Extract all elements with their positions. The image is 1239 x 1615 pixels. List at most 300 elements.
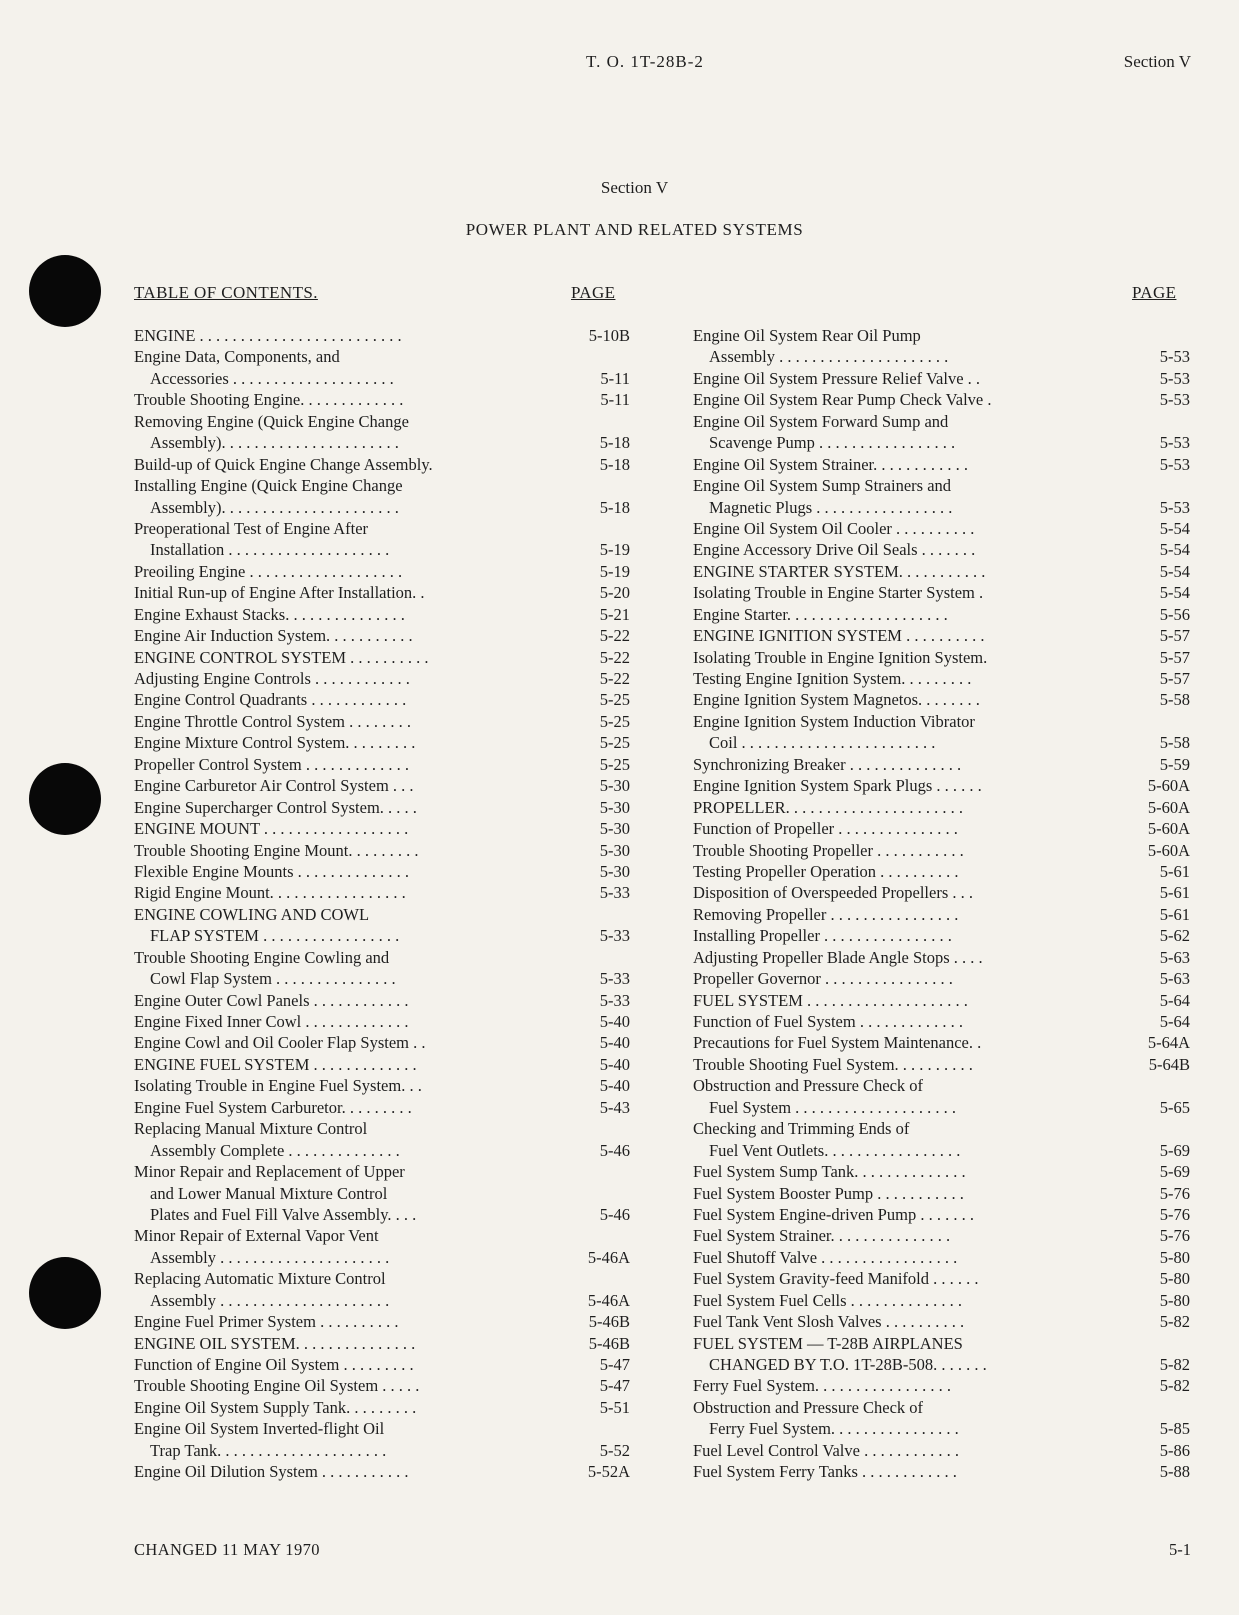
toc-entry-page: 5-80 (1159, 1269, 1190, 1289)
binder-hole-middle (29, 763, 101, 835)
toc-entry-page: 5-60A (1147, 840, 1190, 860)
toc-entry-title: Engine Air Induction System. . . . . . . . . . . (134, 626, 413, 646)
toc-entry-title: Build-up of Quick Engine Change Assembly. (134, 454, 433, 474)
toc-entry-page: 5-46A (587, 1290, 630, 1310)
toc-entry-title: ENGINE CONTROL SYSTEM . . . . . . . . . . (134, 647, 429, 667)
toc-entry (693, 797, 1190, 818)
toc-entry-title: Fuel System Gravity-feed Manifold . . . . . . (693, 1269, 979, 1289)
toc-entry-page: 5-53 (1159, 454, 1190, 474)
toc-entry-page: 5-57 (1159, 626, 1190, 646)
toc-entry (693, 1375, 1190, 1396)
toc-entry-title: Isolating Trouble in Engine Fuel System. . . (134, 1076, 422, 1096)
toc-entry-page: 5-30 (599, 776, 630, 796)
toc-entry-page (568, 475, 630, 496)
toc-entry-title: Checking and Trimming Ends of (693, 1119, 910, 1139)
toc-entry (693, 1311, 1190, 1332)
toc-entry-page: 5-76 (1159, 1226, 1190, 1246)
toc-entry-page: 5-30 (599, 840, 630, 860)
toc-entry (134, 840, 630, 861)
toc-entry-page: 5-61 (1159, 861, 1190, 881)
toc-entry-title: Engine Accessory Drive Oil Seals . . . . . . . (693, 540, 976, 560)
toc-entry-page (568, 1225, 630, 1246)
toc-entry-title: Installing Engine (Quick Engine Change (134, 476, 403, 496)
toc-entry (693, 1161, 1190, 1182)
toc-entry-page (1128, 1118, 1190, 1139)
toc-entry-title: Obstruction and Pressure Check of (693, 1076, 924, 1096)
toc-entry-title: Isolating Trouble in Engine Starter System . (693, 583, 984, 603)
toc-entry-title: Engine Cowl and Oil Cooler Flap System . . (134, 1033, 426, 1053)
toc-entry-title: Trouble Shooting Fuel System. . . . . . . . . . (693, 1054, 973, 1074)
toc-entry (693, 668, 1190, 689)
toc-entry-page: 5-76 (1159, 1183, 1190, 1203)
toc-entry (134, 1032, 630, 1053)
toc-entry (693, 754, 1190, 775)
toc-entry (693, 968, 1190, 989)
toc-entry-title: Fuel System Fuel Cells . . . . . . . . . . . . . . (693, 1290, 963, 1310)
toc-entry-page: 5-53 (1159, 433, 1190, 453)
toc-entry (693, 861, 1190, 882)
toc-entry-page: 5-54 (1159, 518, 1190, 538)
toc-entry-page: 5-40 (599, 1033, 630, 1053)
toc-entry-title: Trouble Shooting Engine Oil System . . . . . (134, 1376, 420, 1396)
toc-entry-title: Engine Fuel System Carburetor. . . . . . . . . (134, 1097, 412, 1117)
page-column-header-right: PAGE (1132, 283, 1177, 302)
toc-entry (693, 539, 1190, 560)
toc-entry-page: 5-54 (1159, 583, 1190, 603)
toc-entry-title: ENGINE IGNITION SYSTEM . . . . . . . . . . (693, 626, 985, 646)
toc-entry-page: 5-58 (1159, 733, 1190, 753)
toc-entry-page (1128, 411, 1190, 432)
doc-number: T. O. 1T-28B-2 (586, 52, 704, 71)
toc-entry-title: ENGINE OIL SYSTEM. . . . . . . . . . . . . . . (134, 1333, 416, 1353)
toc-entry-title: Assembly Complete . . . . . . . . . . . . . . (150, 1140, 400, 1160)
toc-entry (693, 1118, 1190, 1139)
toc-entry (134, 754, 630, 775)
toc-entry (693, 1333, 1190, 1354)
toc-entry-page: 5-63 (1159, 947, 1190, 967)
toc-entry-title: Installing Propeller . . . . . . . . . . . . . . . . (693, 926, 952, 946)
toc-entry-title: Engine Oil System Rear Oil Pump (693, 326, 921, 345)
toc-entry (693, 925, 1190, 946)
toc-entry-page: 5-19 (599, 561, 630, 581)
toc-entry-title: Engine Control Quadrants . . . . . . . . . . . . (134, 690, 407, 710)
toc-entry (693, 1247, 1190, 1268)
toc-entry (134, 368, 630, 389)
toc-entry (134, 1225, 630, 1246)
toc-entry-page: 5-88 (1159, 1462, 1190, 1482)
toc-entry-page: 5-43 (599, 1097, 630, 1117)
toc-entry-page: 5-46 (599, 1140, 630, 1160)
toc-entry-page: 5-52A (587, 1462, 630, 1482)
toc-entry-title: Function of Fuel System . . . . . . . . . . . . . (693, 1012, 963, 1031)
toc-entry (134, 882, 630, 903)
toc-entry (134, 539, 630, 560)
toc-entry-title: Coil . . . . . . . . . . . . . . . . . . . . . . . . (709, 733, 936, 753)
toc-entry (134, 1440, 630, 1461)
toc-entry (134, 325, 630, 346)
toc-entry-page: 5-56 (1159, 604, 1190, 624)
toc-column-left (134, 325, 630, 1483)
toc-entry-page: 5-85 (1159, 1419, 1190, 1439)
toc-entry (134, 475, 630, 496)
toc-entry-title: Engine Oil System Rear Pump Check Valve . (693, 390, 992, 410)
toc-entry-page: 5-62 (1159, 926, 1190, 946)
toc-entry (134, 775, 630, 796)
toc-entry (693, 1290, 1190, 1311)
toc-entry-page: 5-22 (599, 626, 630, 646)
toc-entry-title: Engine Oil System Sump Strainers and (693, 476, 952, 496)
toc-entry-page: 5-11 (600, 390, 630, 410)
toc-entry-title: Function of Propeller . . . . . . . . . . . . . . . (693, 819, 958, 839)
toc-entry-page: 5-60A (1147, 797, 1190, 817)
toc-entry-title: Fuel System Ferry Tanks . . . . . . . . . . . . (693, 1462, 957, 1482)
toc-entry-page: 5-76 (1159, 1204, 1190, 1224)
toc-entry (693, 1183, 1190, 1204)
toc-entry-page (568, 1418, 630, 1439)
toc-entry (134, 389, 630, 410)
toc-entry-page: 5-11 (600, 368, 630, 388)
toc-entry (693, 1032, 1190, 1053)
toc-entry (134, 732, 630, 753)
toc-entry-title: Minor Repair of External Vapor Vent (134, 1226, 379, 1246)
toc-entry-title: Adjusting Propeller Blade Angle Stops . . . . (693, 947, 983, 967)
toc-entry-page (1128, 1397, 1190, 1418)
toc-entry-title: Testing Propeller Operation . . . . . . . . . . (693, 861, 959, 881)
section-subtitle: POWER PLANT AND RELATED SYSTEMS (465, 220, 804, 239)
toc-entry-title: Fuel Shutoff Valve . . . . . . . . . . . . . . . . . (693, 1247, 958, 1267)
section-label: Section V (1123, 52, 1191, 71)
toc-entry (693, 647, 1190, 668)
toc-entry-page: 5-52 (599, 1440, 630, 1460)
toc-entry-page: 5-46B (588, 1312, 630, 1332)
toc-entry (693, 1054, 1190, 1075)
toc-entry-title: Engine Carburetor Air Control System . . . (134, 776, 414, 796)
toc-entry-page: 5-57 (1159, 647, 1190, 667)
toc-entry-page: 5-19 (599, 540, 630, 560)
toc-entry-title: FUEL SYSTEM . . . . . . . . . . . . . . . . . . . . (693, 990, 968, 1010)
toc-entry-title: Minor Repair and Replacement of Upper (134, 1162, 405, 1182)
toc-entry-title: ENGINE COWLING AND COWL (134, 904, 370, 924)
toc-entry (693, 1225, 1190, 1246)
section-title: Section V (600, 178, 669, 197)
toc-entry-page: 5-54 (1159, 540, 1190, 560)
toc-entry-title: Removing Propeller . . . . . . . . . . . . . . . . (693, 904, 959, 924)
page-number: 5-1 (1169, 1540, 1191, 1559)
toc-entry-page (568, 1118, 630, 1139)
toc-entry-title: Engine Ignition System Induction Vibrator (693, 711, 975, 731)
toc-entry-page: 5-22 (599, 647, 630, 667)
toc-entry (693, 411, 1190, 432)
toc-entry (134, 1097, 630, 1118)
toc-entry-page (1128, 475, 1190, 496)
toc-entry-page: 5-82 (1159, 1355, 1190, 1374)
toc-entry-title: Fuel System Booster Pump . . . . . . . . . . . (693, 1183, 964, 1203)
toc-entry-title: Function of Engine Oil System . . . . . . . . . (134, 1355, 414, 1374)
toc-entry-title: Initial Run-up of Engine After Installation. . (134, 583, 425, 603)
toc-entry (134, 1161, 630, 1182)
toc-entry-page: 5-69 (1159, 1162, 1190, 1182)
toc-entry (693, 497, 1190, 518)
toc-entry-page (1128, 1075, 1190, 1096)
toc-entry-page: 5-86 (1159, 1440, 1190, 1460)
toc-entry-page: 5-46 (599, 1204, 630, 1224)
toc-entry (693, 1097, 1190, 1118)
toc-entry-title: Isolating Trouble in Engine Ignition System. (693, 647, 988, 667)
toc-entry-title: Assembly . . . . . . . . . . . . . . . . . . . . . (150, 1290, 390, 1310)
toc-entry (693, 1397, 1190, 1418)
toc-entry-page: 5-60A (1147, 819, 1190, 839)
toc-entry-title: Removing Engine (Quick Engine Change (134, 411, 409, 431)
toc-entry-page: 5-65 (1159, 1097, 1190, 1117)
toc-entry-title: Engine Supercharger Control System. . . . . (134, 797, 417, 817)
toc-entry-page: 5-25 (599, 711, 630, 731)
toc-entry (693, 582, 1190, 603)
toc-entry-page: 5-30 (599, 819, 630, 839)
toc-entry (693, 689, 1190, 710)
toc-entry-page (568, 1268, 630, 1289)
toc-entry-page (1128, 325, 1190, 346)
toc-entry-page: 5-33 (599, 883, 630, 903)
toc-entry (693, 990, 1190, 1011)
toc-entry-title: ENGINE STARTER SYSTEM. . . . . . . . . . . (693, 561, 986, 581)
toc-entry (134, 1075, 630, 1096)
toc-entry-page: 5-63 (1159, 969, 1190, 989)
toc-entry (693, 1461, 1190, 1482)
toc-entry-title: Engine Oil System Inverted-flight Oil (134, 1419, 385, 1439)
toc-entry-page: 5-53 (1159, 347, 1190, 367)
toc-entry (693, 840, 1190, 861)
toc-entry-title: FUEL SYSTEM — T-28B AIRPLANES (693, 1333, 963, 1353)
toc-entry-page: 5-30 (599, 861, 630, 881)
toc-entry-title: Replacing Manual Mixture Control (134, 1119, 368, 1139)
toc-entry-page: 5-25 (599, 690, 630, 710)
toc-entry-title: Engine Oil System Pressure Relief Valve . . (693, 368, 981, 388)
toc-entry (693, 475, 1190, 496)
toc-entry-title: ENGINE MOUNT . . . . . . . . . . . . . . . . . . (134, 819, 409, 839)
toc-entry-page (568, 346, 630, 367)
toc-entry (693, 1268, 1190, 1289)
toc-entry (134, 689, 630, 710)
toc-entry-page: 5-40 (599, 1012, 630, 1031)
toc-entry (693, 604, 1190, 625)
toc-entry-title: Engine Oil System Oil Cooler . . . . . . . . . . (693, 518, 975, 538)
toc-entry (693, 389, 1190, 410)
toc-entry-page: 5-64 (1159, 1012, 1190, 1031)
toc-entry-page (1128, 1333, 1190, 1354)
toc-entry-page: 5-82 (1159, 1312, 1190, 1332)
toc-entry-title: Precautions for Fuel System Maintenance. . (693, 1033, 982, 1053)
toc-entry (134, 1118, 630, 1139)
toc-entry-page: 5-22 (599, 669, 630, 688)
toc-entry-title: Trouble Shooting Engine Mount. . . . . . . . . (134, 840, 419, 860)
toc-entry-title: Assembly . . . . . . . . . . . . . . . . . . . . . (150, 1247, 390, 1267)
toc-entry-title: Engine Outer Cowl Panels . . . . . . . . . . . . (134, 990, 409, 1010)
toc-entry-title: Disposition of Overspeeded Propellers . . . (693, 883, 973, 903)
toc-entry (693, 1011, 1190, 1032)
toc-entry (693, 1140, 1190, 1161)
toc-entry (134, 1290, 630, 1311)
toc-entry (134, 561, 630, 582)
toc-entry (134, 1311, 630, 1332)
toc-entry-page: 5-33 (599, 990, 630, 1010)
toc-entry (134, 968, 630, 989)
toc-entry-title: Accessories . . . . . . . . . . . . . . . . . . . . (150, 368, 394, 388)
toc-entry-title: Preoiling Engine . . . . . . . . . . . . . . . . . . . (134, 561, 403, 581)
toc-entry (693, 711, 1190, 732)
toc-entry (134, 1461, 630, 1482)
toc-entry-title: Replacing Automatic Mixture Control (134, 1269, 386, 1289)
toc-entry-title: Assembly). . . . . . . . . . . . . . . . . . . . . . (150, 433, 399, 453)
toc-entry-title: Engine Ignition System Magnetos. . . . . . . . (693, 690, 980, 710)
toc-entry (134, 454, 630, 475)
toc-entry-title: Trouble Shooting Engine Cowling and (134, 947, 390, 967)
toc-entry-page (1128, 711, 1190, 732)
toc-entry-page: 5-61 (1159, 904, 1190, 924)
toc-entry-title: Propeller Governor . . . . . . . . . . . . . . . . (693, 969, 953, 989)
toc-entry-title: Engine Throttle Control System . . . . . . . . (134, 711, 411, 731)
binder-hole-bottom (29, 1257, 101, 1329)
toc-entry (134, 1375, 630, 1396)
toc-entry-title: Trouble Shooting Engine. . . . . . . . . . . . . (134, 390, 404, 410)
toc-entry (693, 454, 1190, 475)
toc-entry (134, 1140, 630, 1161)
toc-entry-title: Engine Ignition System Spark Plugs . . . . . . (693, 776, 982, 796)
toc-entry (693, 346, 1190, 367)
toc-entry-page (568, 947, 630, 968)
toc-entry (693, 1075, 1190, 1096)
toc-entry (693, 882, 1190, 903)
toc-entry-page: 5-53 (1159, 368, 1190, 388)
toc-entry (134, 818, 630, 839)
toc-entry-page: 5-40 (599, 1054, 630, 1074)
toc-entry-page (568, 904, 630, 925)
toc-entry (134, 1054, 630, 1075)
toc-entry-title: Engine Oil System Forward Sump and (693, 411, 949, 431)
toc-heading: TABLE OF CONTENTS. (134, 283, 318, 302)
toc-entry-title: CHANGED BY T.O. 1T-28B-508. . . . . . . (709, 1355, 987, 1374)
toc-entry-page: 5-51 (599, 1397, 630, 1417)
toc-entry (134, 1354, 630, 1375)
toc-entry-page: 5-64B (1148, 1054, 1190, 1074)
toc-entry (693, 625, 1190, 646)
page-column-header-left: PAGE (571, 283, 616, 302)
toc-entry-page (568, 1161, 630, 1182)
toc-entry (134, 604, 630, 625)
toc-entry-page: 5-33 (599, 926, 630, 946)
toc-entry (134, 861, 630, 882)
toc-entry (693, 368, 1190, 389)
toc-entry-page: 5-53 (1159, 390, 1190, 410)
toc-entry (134, 647, 630, 668)
toc-entry (693, 518, 1190, 539)
toc-entry-page: 5-80 (1159, 1247, 1190, 1267)
toc-entry-page: 5-18 (599, 497, 630, 517)
toc-entry-title: Ferry Fuel System. . . . . . . . . . . . . . . . (709, 1419, 959, 1439)
toc-entry-title: and Lower Manual Mixture Control (150, 1183, 388, 1203)
toc-entry (134, 904, 630, 925)
toc-column-right (693, 325, 1190, 1483)
toc-entry-title: Engine Oil System Supply Tank. . . . . . . . . (134, 1397, 417, 1417)
toc-entry (134, 1247, 630, 1268)
toc-entry (693, 1204, 1190, 1225)
toc-entry-page: 5-47 (599, 1376, 630, 1396)
toc-entry-page (568, 411, 630, 432)
toc-entry-page (568, 518, 630, 539)
toc-entry (134, 1397, 630, 1418)
toc-entry-title: Engine Data, Components, and (134, 347, 340, 367)
toc-entry-title: Engine Fuel Primer System . . . . . . . . . . (134, 1312, 399, 1332)
toc-entry-page: 5-47 (599, 1355, 630, 1374)
toc-entry (134, 432, 630, 453)
toc-entry (134, 947, 630, 968)
toc-entry-title: Trap Tank. . . . . . . . . . . . . . . . . . . . . (150, 1440, 387, 1460)
toc-entry (134, 411, 630, 432)
toc-entry-page: 5-21 (599, 604, 630, 624)
toc-entry-page: 5-60A (1147, 776, 1190, 796)
toc-entry-title: Flexible Engine Mounts . . . . . . . . . . . . . . (134, 861, 409, 881)
toc-entry-page: 5-57 (1159, 669, 1190, 688)
toc-entry-title: Preoperational Test of Engine After (134, 518, 369, 538)
toc-entry (693, 1354, 1190, 1375)
toc-entry-title: Engine Oil Dilution System . . . . . . . . . . . (134, 1462, 409, 1482)
toc-entry-page: 5-33 (599, 969, 630, 989)
toc-entry-title: FLAP SYSTEM . . . . . . . . . . . . . . . . . (150, 926, 400, 946)
toc-entry-page: 5-46A (587, 1247, 630, 1267)
toc-entry (134, 1333, 630, 1354)
toc-entry-title: Rigid Engine Mount. . . . . . . . . . . . . . . . . (134, 883, 406, 903)
toc-entry-page: 5-25 (599, 733, 630, 753)
toc-entry (693, 947, 1190, 968)
toc-entry-page: 5-64A (1147, 1033, 1190, 1053)
toc-entry-title: Fuel Level Control Valve . . . . . . . . . . . . (693, 1440, 959, 1460)
change-note: CHANGED 11 MAY 1970 (134, 1540, 320, 1559)
toc-entry-title: Fuel Tank Vent Slosh Valves . . . . . . . . . . (693, 1312, 965, 1332)
toc-entry-title: Engine Exhaust Stacks. . . . . . . . . . . . . . . (134, 604, 405, 624)
toc-entry-page: 5-25 (599, 754, 630, 774)
toc-entry-page: 5-69 (1159, 1140, 1190, 1160)
toc-entry-title: Engine Starter. . . . . . . . . . . . . . . . . . . . (693, 604, 948, 624)
toc-entry-page (568, 1183, 630, 1204)
toc-entry-page: 5-20 (599, 583, 630, 603)
toc-entry (134, 1183, 630, 1204)
toc-entry (693, 1418, 1190, 1439)
toc-entry-title: Assembly . . . . . . . . . . . . . . . . . . . . . (709, 347, 949, 367)
toc-entry-page: 5-82 (1159, 1376, 1190, 1396)
toc-entry-page: 5-59 (1159, 754, 1190, 774)
toc-entry-page: 5-18 (599, 433, 630, 453)
toc-entry-page: 5-18 (599, 454, 630, 474)
toc-entry-title: Obstruction and Pressure Check of (693, 1397, 924, 1417)
toc-entry-title: Propeller Control System . . . . . . . . . . . . . (134, 754, 409, 774)
toc-entry (693, 325, 1190, 346)
toc-entry-page: 5-61 (1159, 883, 1190, 903)
toc-entry-title: Engine Mixture Control System. . . . . . . . . (134, 733, 416, 753)
toc-entry (134, 1268, 630, 1289)
toc-entry-title: Engine Fixed Inner Cowl . . . . . . . . . . . . . (134, 1012, 409, 1031)
toc-entry (134, 925, 630, 946)
toc-entry-page: 5-53 (1159, 497, 1190, 517)
toc-entry (134, 518, 630, 539)
toc-entry-title: Fuel System Sump Tank. . . . . . . . . . . . . . (693, 1162, 966, 1182)
toc-entry-title: PROPELLER. . . . . . . . . . . . . . . . . . . . . . (693, 797, 963, 817)
toc-entry-title: Ferry Fuel System. . . . . . . . . . . . . . . . . (693, 1376, 952, 1396)
toc-entry-title: Assembly). . . . . . . . . . . . . . . . . . . . . . (150, 497, 399, 517)
toc-entry-page: 5-58 (1159, 690, 1190, 710)
toc-entry (134, 1204, 630, 1225)
toc-entry (134, 668, 630, 689)
toc-entry (693, 561, 1190, 582)
toc-entry-title: Synchronizing Breaker . . . . . . . . . . . . . . (693, 754, 962, 774)
